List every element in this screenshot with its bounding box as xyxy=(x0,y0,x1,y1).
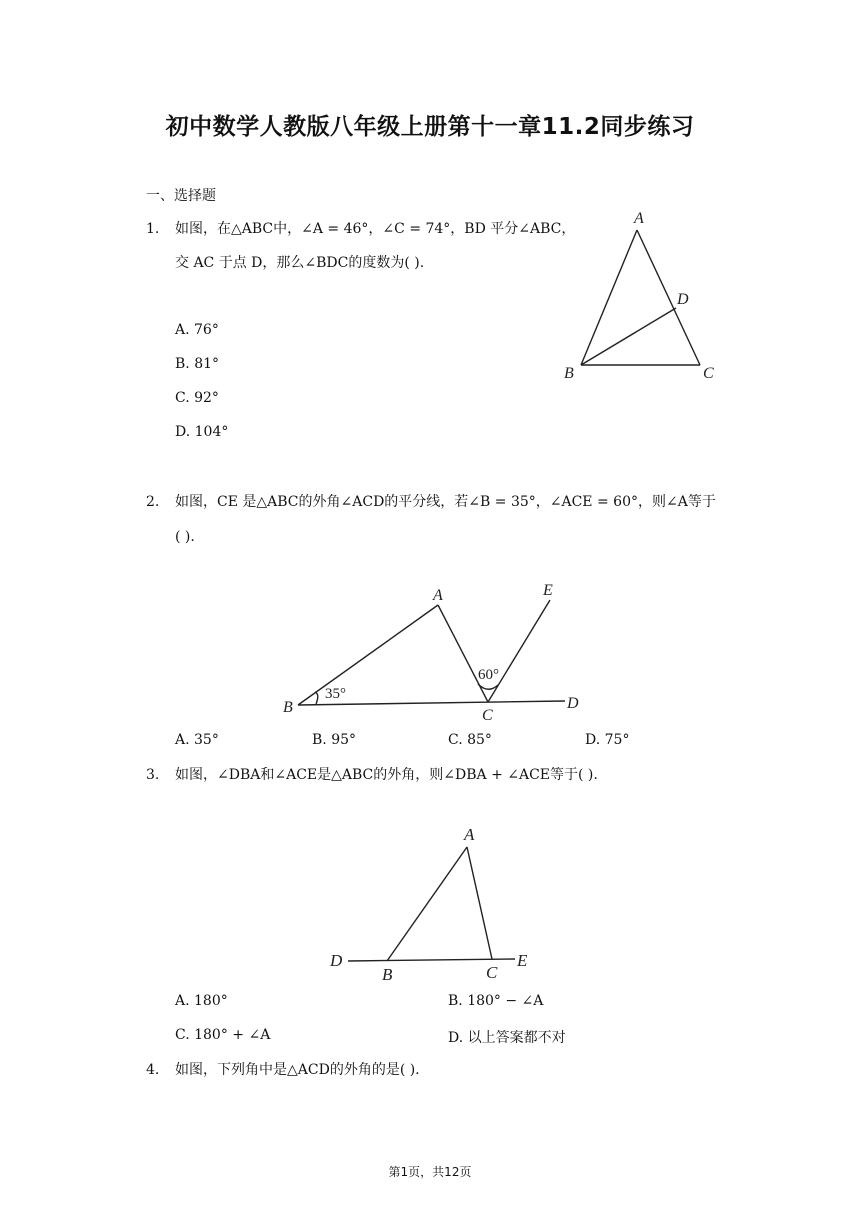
edge-ba xyxy=(387,847,467,961)
label-c: C xyxy=(482,707,493,723)
question-4-number: 4. xyxy=(146,1062,160,1078)
label-d: D xyxy=(677,291,689,308)
label-c: C xyxy=(703,365,714,382)
ray-ce xyxy=(488,600,550,702)
label-b: B xyxy=(564,365,574,382)
label-e: E xyxy=(517,951,528,970)
label-e: E xyxy=(543,582,553,599)
question-3-option-c: C. 180° + ∠A xyxy=(175,1027,271,1043)
label-d: D xyxy=(330,951,343,970)
question-3-line1: 如图，∠DBA和∠ACE是△ABC的外角，则∠DBA + ∠ACE等于( ). xyxy=(175,767,598,783)
section-heading: 一、选择题 xyxy=(146,188,216,204)
question-2-option-a: A. 35° xyxy=(175,732,219,748)
edge-ba xyxy=(298,605,438,705)
question-1-option-b: B. 81° xyxy=(175,356,220,372)
question-1-figure xyxy=(555,205,730,385)
question-2-option-c: C. 85° xyxy=(448,732,492,748)
label-angle-35: 35° xyxy=(325,686,346,702)
label-b: B xyxy=(382,965,393,984)
question-2-option-b: B. 95° xyxy=(312,732,357,748)
label-a: A xyxy=(634,210,644,227)
label-b: B xyxy=(283,699,293,716)
question-3-figure xyxy=(320,820,545,990)
line-de xyxy=(348,959,515,961)
question-2-line2: ( ). xyxy=(175,529,195,545)
segment-bd xyxy=(581,308,676,365)
edge-ac xyxy=(637,230,700,365)
page-title: 初中数学人教版八年级上册第十一章11.2同步练习 xyxy=(165,114,695,140)
question-2-option-d: D. 75° xyxy=(585,732,630,748)
question-1-option-d: D. 104° xyxy=(175,424,229,440)
question-3-option-d: D. 以上答案都不对 xyxy=(448,1030,566,1046)
question-1-number: 1. xyxy=(146,221,160,237)
question-2-number: 2. xyxy=(146,494,160,510)
question-1-option-a: A. 76° xyxy=(175,322,219,338)
label-c: C xyxy=(486,963,498,982)
page-footer: 第1页，共12页 xyxy=(388,1165,472,1179)
label-d: D xyxy=(567,695,579,712)
edge-ac xyxy=(438,605,488,702)
question-3-option-b: B. 180° − ∠A xyxy=(448,993,544,1009)
question-2-line1: 如图，CE 是△ABC的外角∠ACD的平分线，若∠B = 35°，∠ACE = 60°，则∠A等于 xyxy=(175,494,716,510)
question-3-option-a: A. 180° xyxy=(175,993,228,1009)
question-2-figure xyxy=(270,578,600,723)
question-4-line1: 如图，下列角中是△ACD的外角的是( ). xyxy=(175,1062,420,1078)
question-3-number: 3. xyxy=(146,767,160,783)
label-a: A xyxy=(433,587,443,604)
label-a: A xyxy=(464,825,475,844)
edge-ac xyxy=(467,847,492,959)
angle-b-arc xyxy=(315,692,318,704)
question-1-line1: 如图，在△ABC中，∠A = 46°，∠C = 74°，BD 平分∠ABC， xyxy=(175,221,576,237)
edge-ab xyxy=(581,230,637,365)
question-1-line2: 交 AC 于点 D，那么∠BDC的度数为( ). xyxy=(175,255,425,271)
question-1-option-c: C. 92° xyxy=(175,390,219,406)
label-angle-60: 60° xyxy=(478,667,499,683)
